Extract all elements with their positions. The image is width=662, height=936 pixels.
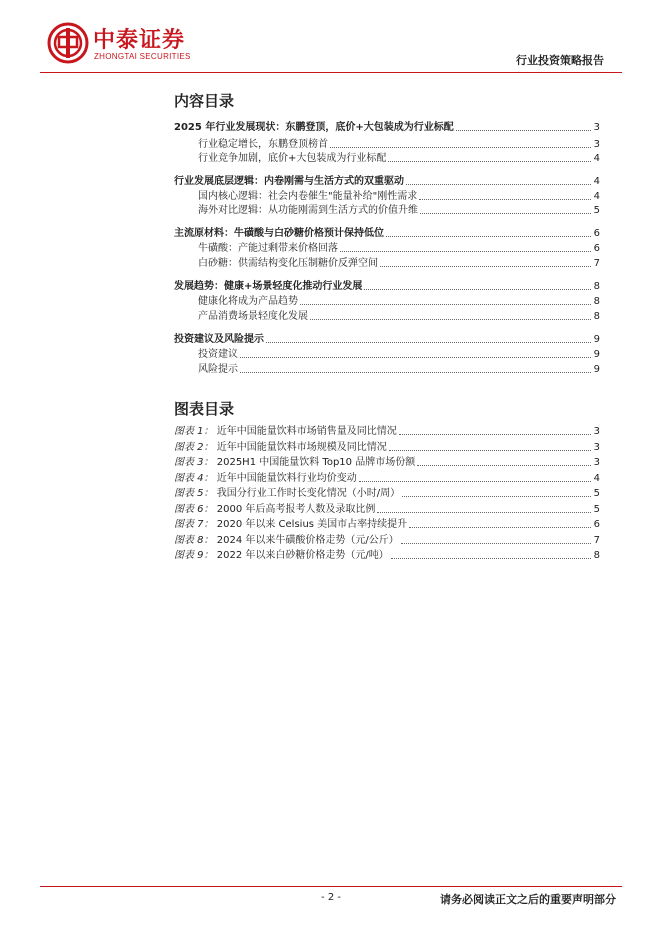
figure-caption: 2025H1 中国能量饮料 Top10 品牌市场份额 xyxy=(216,457,416,468)
toc-section-entry[interactable] xyxy=(174,280,600,294)
page-reference: 3 xyxy=(593,139,600,150)
dot-leader xyxy=(377,512,590,513)
page-reference: 5 xyxy=(593,205,600,216)
figure-caption: 近年中国能量饮料行业均价变动 xyxy=(216,472,357,484)
page-reference: 4 xyxy=(593,153,600,164)
entry-text: 产品消费场景轻度化发展 xyxy=(198,311,308,322)
entry-text: 行业稳定增长，东鹏登顶榜首 xyxy=(198,139,328,150)
entry-text: 主流原材料：牛磺酸与白砂糖价格预计保持低位 xyxy=(174,228,384,239)
entry-text: 白砂糖：供需结构变化压制糖价反弹空间 xyxy=(198,258,378,269)
figure-label: 图表 9： xyxy=(174,550,214,561)
page-reference: 9 xyxy=(593,349,600,360)
entry-text: 健康化将成为产品趋势 xyxy=(198,296,298,307)
toc-subsection-entry[interactable] xyxy=(198,204,600,218)
page-reference: 9 xyxy=(593,364,600,375)
dot-leader xyxy=(456,130,591,131)
dot-leader xyxy=(330,147,591,148)
document-type: 行业投资策略报告 xyxy=(516,54,604,67)
dot-leader xyxy=(266,342,591,343)
brand-name-english: ZHONGTAI SECURITIES xyxy=(94,52,191,61)
toc-subsection-entry[interactable] xyxy=(198,363,600,377)
toc-subsection-entry[interactable] xyxy=(198,152,600,166)
figure-entry[interactable] xyxy=(174,549,600,563)
toc-subsection-entry[interactable] xyxy=(198,242,600,256)
page-reference: 4 xyxy=(593,191,600,202)
page-reference: 7 xyxy=(593,258,600,269)
page-reference: 9 xyxy=(593,334,600,345)
dot-leader xyxy=(401,543,591,544)
figure-label: 图表 3： xyxy=(174,457,214,468)
figure-label: 图表 5： xyxy=(174,488,214,499)
toc-subsection-entry[interactable] xyxy=(198,257,600,271)
entry-text: 海外对比逻辑：从功能刚需到生活方式的价值升维 xyxy=(198,205,418,216)
entry-text xyxy=(174,549,389,563)
figure-label: 图表 4： xyxy=(174,472,214,484)
figure-entry[interactable] xyxy=(174,472,600,486)
figure-entry[interactable] xyxy=(174,534,600,548)
dot-leader xyxy=(340,251,591,252)
figure-label: 图表 1： xyxy=(174,426,214,437)
dot-leader xyxy=(399,434,591,435)
figure-caption: 2000 年后高考报考人数及录取比例 xyxy=(216,503,376,515)
figure-entry[interactable] xyxy=(174,441,600,455)
entry-text: 投资建议及风险提示 xyxy=(174,334,264,345)
page-reference: 6 xyxy=(593,228,600,239)
toc-section-entry[interactable] xyxy=(174,227,600,241)
entry-text xyxy=(174,456,415,470)
page-reference: 6 xyxy=(593,519,600,530)
figure-entry[interactable] xyxy=(174,487,600,501)
entry-text: 风险提示 xyxy=(198,364,238,375)
toc-title: 内容目录 xyxy=(174,92,235,110)
brand-name: 中泰证券 xyxy=(93,28,186,53)
figure-entry[interactable] xyxy=(174,518,600,532)
zhongtai-logo-icon xyxy=(47,22,89,64)
dot-leader xyxy=(409,527,590,528)
entry-text xyxy=(174,518,407,532)
page-reference: 5 xyxy=(593,488,600,499)
entry-text xyxy=(174,472,357,486)
dot-leader xyxy=(419,199,590,200)
page-reference: 8 xyxy=(593,311,600,322)
dot-leader xyxy=(380,266,591,267)
dot-leader xyxy=(389,450,591,451)
toc-subsection-entry[interactable] xyxy=(198,138,600,152)
dot-leader xyxy=(240,372,591,373)
toc-subsection-entry[interactable] xyxy=(198,310,600,324)
dot-leader xyxy=(386,236,591,237)
toc-section-entry[interactable] xyxy=(174,175,600,189)
entry-text xyxy=(174,425,397,439)
page-reference: 8 xyxy=(593,296,600,307)
entry-text: 发展趋势：健康+场景轻度化推动行业发展 xyxy=(174,281,363,292)
figure-entry[interactable] xyxy=(174,503,600,517)
toc-subsection-entry[interactable] xyxy=(198,295,600,309)
entry-text xyxy=(174,441,387,455)
figure-caption: 近年中国能量饮料市场销售量及同比情况 xyxy=(216,426,397,437)
toc-section-entry[interactable] xyxy=(174,121,600,135)
entry-text xyxy=(174,534,399,548)
toc-section-entry[interactable] xyxy=(174,333,600,347)
dot-leader xyxy=(420,213,591,214)
page-reference: 3 xyxy=(593,457,600,468)
header-divider xyxy=(40,72,622,73)
figure-caption: 我国分行业工作时长变化情况（小时/周） xyxy=(216,488,401,499)
dot-leader xyxy=(310,319,591,320)
figure-caption: 2020 年以来 Celsius 美国市占率持续提升 xyxy=(216,519,408,530)
figure-caption: 2022 年以来白砂糖价格走势（元/吨） xyxy=(216,550,389,561)
dot-leader xyxy=(364,289,590,290)
figure-label: 图表 2： xyxy=(174,441,214,453)
page-reference: 8 xyxy=(593,550,600,561)
dot-leader xyxy=(417,465,590,466)
page-reference: 3 xyxy=(593,441,600,453)
entry-text xyxy=(174,487,400,501)
figure-caption: 近年中国能量饮料市场规模及同比情况 xyxy=(216,441,387,453)
page-reference: 5 xyxy=(593,503,600,515)
dot-leader xyxy=(406,184,591,185)
page-reference: 8 xyxy=(593,281,600,292)
page-header xyxy=(0,0,662,80)
page-number: - 2 - xyxy=(321,892,341,903)
figure-entry[interactable] xyxy=(174,456,600,470)
figure-entry[interactable] xyxy=(174,425,600,439)
figure-label: 图表 6： xyxy=(174,503,214,515)
toc-subsection-entry[interactable] xyxy=(198,190,600,204)
figure-label: 图表 7： xyxy=(174,519,214,530)
dot-leader xyxy=(402,496,591,497)
page-reference: 3 xyxy=(593,426,600,437)
dot-leader xyxy=(388,161,590,162)
dot-leader xyxy=(300,304,591,305)
page-reference: 4 xyxy=(593,176,600,187)
footer-divider xyxy=(40,886,622,887)
page-reference: 4 xyxy=(593,472,600,484)
toc-subsection-entry[interactable] xyxy=(198,348,600,362)
entry-text: 行业发展底层逻辑：内卷刚需与生活方式的双重驱动 xyxy=(174,176,404,187)
entry-text: 2025 年行业发展现状：东鹏登顶，底价+大包装成为行业标配 xyxy=(174,122,454,133)
page-reference: 6 xyxy=(593,243,600,254)
entry-text: 国内核心逻辑：社会内卷催生"能量补给"刚性需求 xyxy=(198,191,418,202)
entry-text: 牛磺酸：产能过剩带来价格回落 xyxy=(198,243,338,254)
dot-leader xyxy=(391,558,591,559)
entry-text xyxy=(174,503,375,517)
page-reference: 3 xyxy=(593,122,600,133)
dot-leader xyxy=(359,481,591,482)
figure-caption: 2024 年以来牛磺酸价格走势（元/公斤） xyxy=(216,534,399,546)
figure-label: 图表 8： xyxy=(174,534,214,546)
dot-leader xyxy=(240,357,591,358)
footer-disclaimer: 请务必阅读正文之后的重要声明部分 xyxy=(440,893,616,906)
entry-text: 投资建议 xyxy=(198,349,238,360)
figure-list-title: 图表目录 xyxy=(174,400,235,418)
entry-text: 行业竞争加剧，底价+大包装成为行业标配 xyxy=(198,153,387,164)
page-reference: 7 xyxy=(593,534,600,546)
